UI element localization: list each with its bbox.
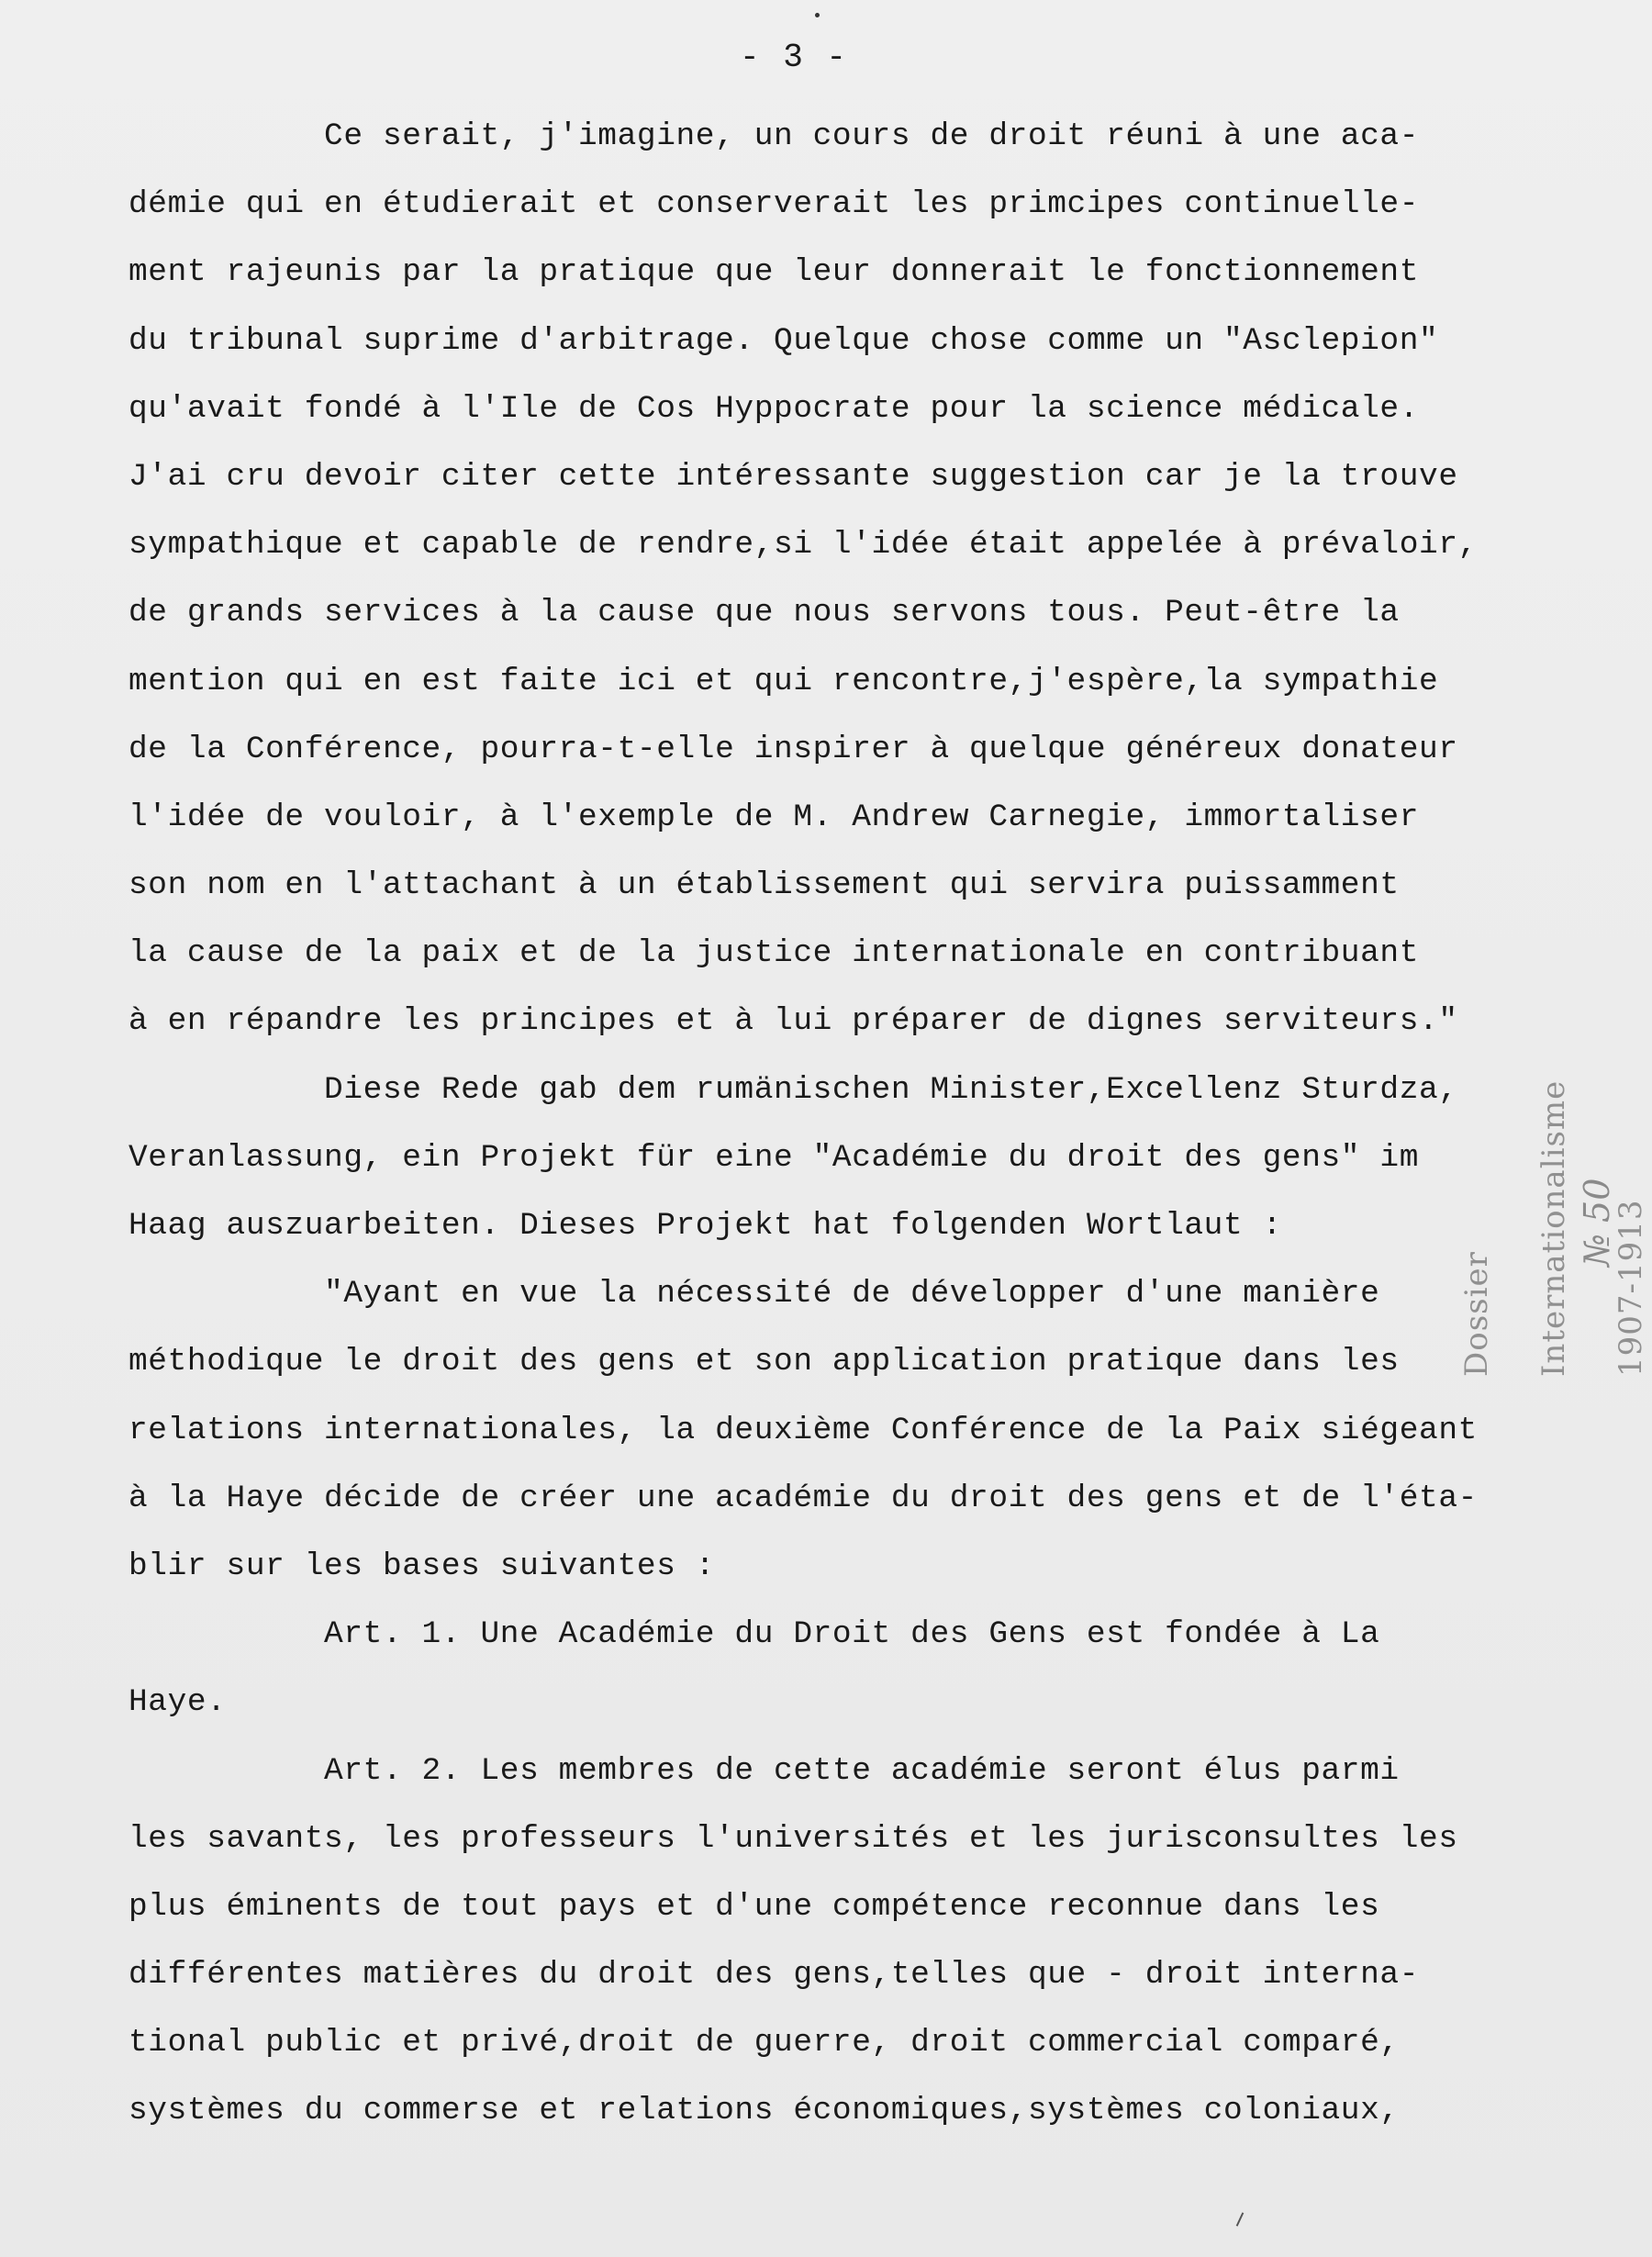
text-line: qu'avait fondé à l'Ile de Cos Hyppocrate pour la science médicale. — [128, 390, 1420, 427]
text-line: les savants, les professeurs l'universités et les jurisconsultes les — [128, 1820, 1458, 1857]
text-line: Haag auszuarbeiten. Dieses Projekt hat folgenden Wortlaut : — [128, 1208, 1282, 1244]
stamp-internationalisme: Internationalisme — [1535, 1079, 1572, 1377]
text-line: relations internationales, la deuxième Conférence de la Paix siégeant — [128, 1412, 1478, 1448]
text-line: ment rajeunis par la pratique que leur donnerait le fonctionnement — [128, 254, 1420, 291]
text-line: J'ai cru devoir citer cette intéressante suggestion car je la trouve — [128, 458, 1458, 495]
page-number: - 3 - — [739, 39, 849, 76]
text-line: à en répandre les principes et à lui préparer de dignes serviteurs." — [128, 1003, 1458, 1040]
stamp-number: № 50 — [1577, 1178, 1617, 1267]
text-line: mention qui en est faite ici et qui rencontre,j'espère,la sympathie — [128, 663, 1439, 699]
text-line: systèmes du commerse et relations économiques,systèmes coloniaux, — [128, 2093, 1400, 2129]
text-line: Ce serait, j'imagine, un cours de droit réuni à une aca- — [128, 118, 1420, 154]
text-line: l'idée de vouloir, à l'exemple de M. Andrew Carnegie, immortaliser — [128, 799, 1420, 835]
text-line: blir sur les bases suivantes : — [128, 1547, 716, 1584]
text-line: démie qui en étudierait et conserverait les primcipes continuelle- — [128, 186, 1420, 223]
body-text — [128, 103, 1542, 2146]
text-line: Diese Rede gab dem rumänischen Minister,Excellenz Sturdza, — [128, 1071, 1458, 1108]
text-line: Art. 1. Une Académie du Droit des Gens est fondée à La — [128, 1616, 1380, 1653]
text-line: de la Conférence, pourra-t-elle inspirer à quelque généreux donateur — [128, 731, 1458, 767]
text-line: Haye. — [128, 1684, 227, 1721]
text-line: du tribunal suprime d'arbitrage. Quelque chose comme un "Asclepion" — [128, 322, 1439, 359]
text-line: différentes matières du droit des gens,telles que - droit interna- — [128, 1957, 1420, 1994]
text-line: tional public et privé,droit de guerre, droit commercial comparé, — [128, 2025, 1400, 2061]
text-line: la cause de la paix et de la justice internationale en contribuant — [128, 935, 1420, 972]
stamp-dossier: Dossier — [1458, 1251, 1495, 1377]
stamp-years: 1907-1913 — [1613, 1199, 1649, 1377]
pen-tick-mark — [1236, 2212, 1245, 2226]
text-line: son nom en l'attachant à un établissement qui servira puissamment — [128, 867, 1400, 904]
text-line: plus éminents de tout pays et d'une compétence reconnue dans les — [128, 1888, 1380, 1925]
archive-stamp — [1421, 1080, 1652, 1377]
text-line: Art. 2. Les membres de cette académie seront élus parmi — [128, 1752, 1400, 1789]
text-line: de grands services à la cause que nous servons tous. Peut-être la — [128, 595, 1400, 631]
text-line: sympathique et capable de rendre,si l'idée était appelée à prévaloir, — [128, 527, 1478, 564]
page-dot-mark — [815, 13, 820, 17]
text-line: méthodique le droit des gens et son application pratique dans les — [128, 1344, 1400, 1380]
text-line: à la Haye décide de créer une académie du droit des gens et de l'éta- — [128, 1480, 1478, 1516]
text-line: "Ayant en vue la nécessité de développer d'une manière — [128, 1276, 1380, 1313]
text-line: Veranlassung, ein Projekt für eine "Académie du droit des gens" im — [128, 1139, 1420, 1176]
